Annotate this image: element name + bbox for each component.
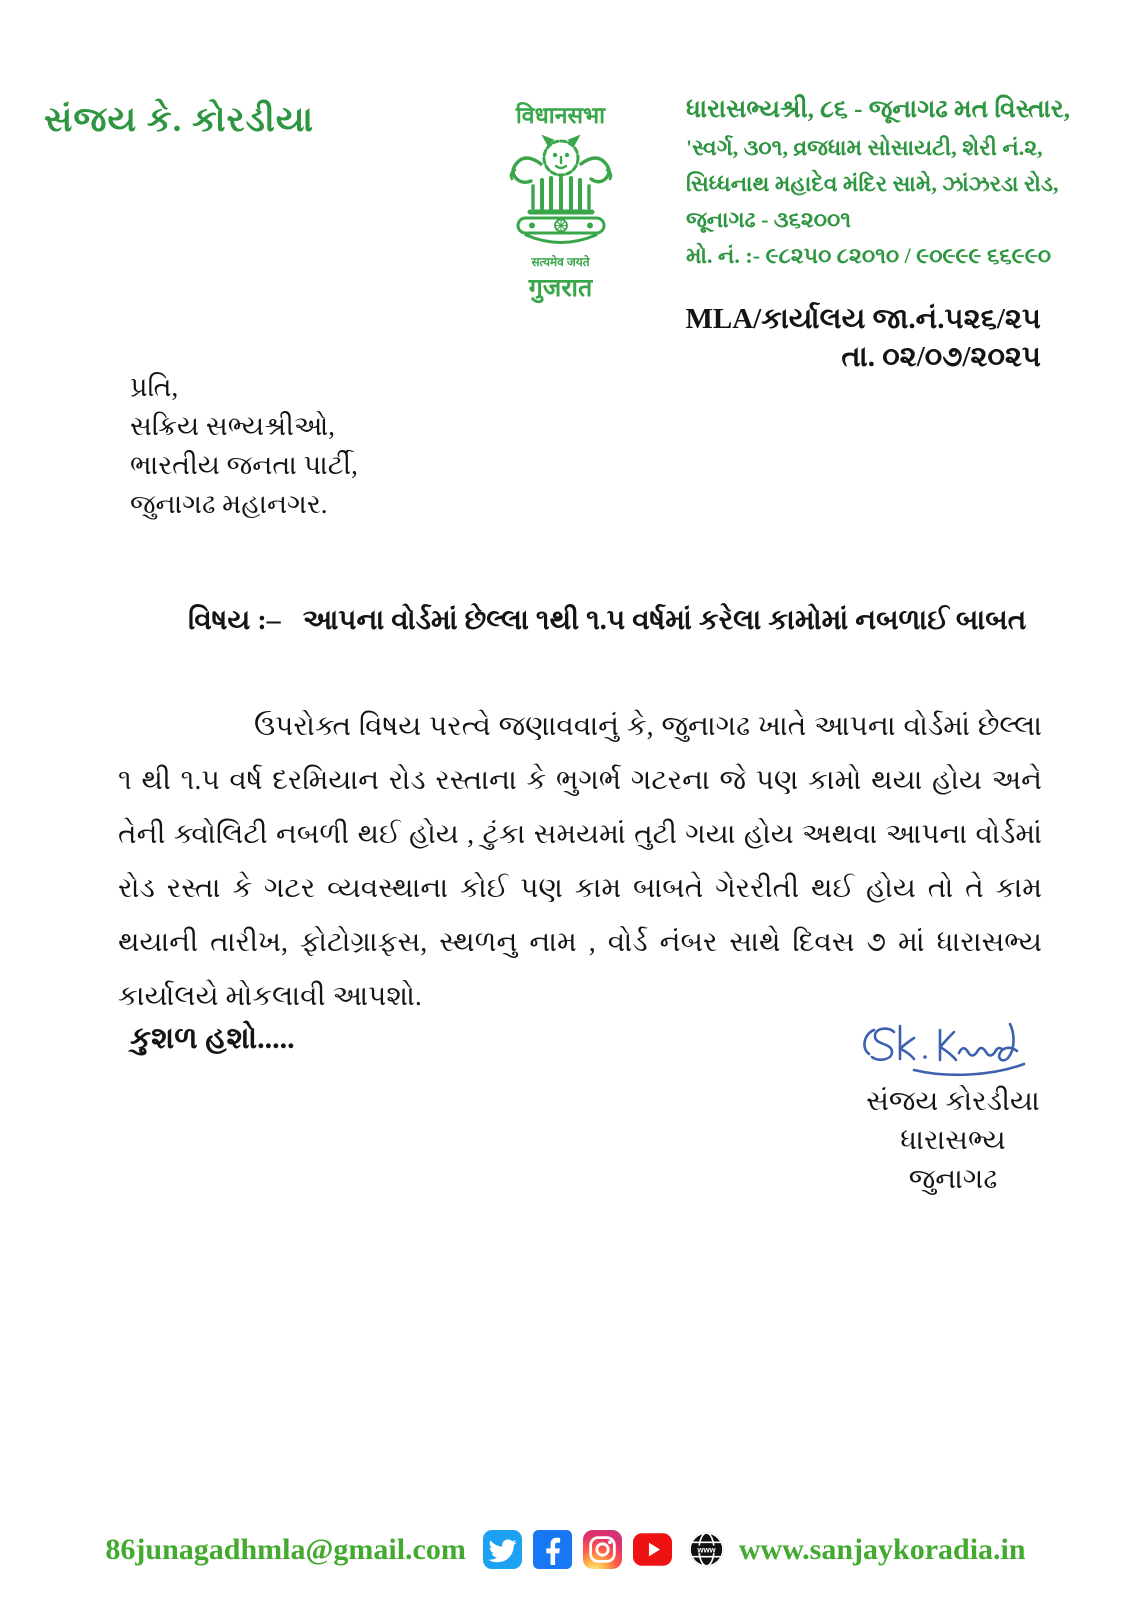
recipient-line: જુનાગઢ મહાનગર. <box>130 489 328 519</box>
reference-block <box>686 300 1041 376</box>
facebook-icon <box>533 1530 572 1569</box>
constituency-address-block <box>686 96 1086 274</box>
twitter-icon <box>483 1530 522 1569</box>
recipient-block <box>130 368 358 524</box>
recipient-line: પ્રતિ, <box>130 372 179 402</box>
subject-line <box>188 605 1048 637</box>
vidhansabha-emblem <box>468 98 653 304</box>
address-line: સિધ્ધનાથ મહાદેવ મંદિર સામે, ઝાંઝરડા રોડ, <box>686 171 1059 196</box>
letter-date: તા. ૦૨/૦૭/૨૦૨૫ <box>841 341 1041 373</box>
signer-name: સંજય કોરડીયા <box>866 1086 1040 1117</box>
footer <box>0 1530 1131 1569</box>
svg-text:www: www <box>697 1545 716 1555</box>
emblem-top-text: विधानसभा <box>515 103 606 128</box>
instagram-icon <box>583 1530 622 1569</box>
mla-name: સંજય કે. કોરડીયા <box>44 100 315 139</box>
constituency-title: ધારાસભ્યશ્રી, ૮૬ - જૂનાગઢ મત વિસ્તાર, <box>686 96 1070 123</box>
signature-handwriting <box>852 1012 1037 1089</box>
recipient-line: ભારતીય જનતા પાર્ટી, <box>130 450 358 480</box>
subject-label: વિષય :– <box>188 605 281 636</box>
signer-place: જુનાગઢ <box>908 1164 998 1195</box>
email-address: 86junagadhmla@gmail.com <box>105 1532 466 1566</box>
letter-body: ઉપરોક્ત વિષય પરત્વે જણાવવાનું કે, જુનાગઢ ખાતે આપના વોર્ડમાં છેલ્લા ૧ થી ૧.૫ વર્ષ દરમિયાન રોડ રસ્તાના કે ભુગર્ભ ગટરના જે પણ કામો થયા હોય અને તેની ક્વોલિટી નબળી થઈ હોય , ટુંકા સમયમાં તુટી ગયા હોય અથવા આપના વોર્ડમાં રોડ રસ્તા કે ગટર વ્યવસ્થાના કોઈ પણ કામ બાબતે ગેરરીતી થઈ હોય તો તે કામ થયાની તારીખ, ફોટોગ્રાફસ, સ્થળનુ નામ , વોર્ડ નંબર સાથે દિવસ ૭ માં ધારાસભ્ય કાર્યાલયે મોકલાવી આપશો. <box>118 711 1042 1012</box>
subject-text: આપના વોર્ડમાં છેલ્લા ૧થી ૧.૫ વર્ષમાં કરેલા કામોમાં નબળાઈ બાબત <box>302 605 1027 636</box>
emblem-motto: सत्यमेव जयते <box>531 255 590 269</box>
ashoka-lion-capital-icon <box>486 130 636 252</box>
mobile-numbers: મો. નં. :- ૯૮૨૫૦ ૮૨૦૧૦ / ૯૦૯૯૯ ૬૬૯૯૦ <box>686 243 1051 268</box>
emblem-state-name: गुजरात <box>528 275 593 302</box>
signer-title: ધારાસભ્ય <box>900 1125 1006 1156</box>
recipient-line: સક્રિય સભ્યશ્રીઓ, <box>130 411 335 441</box>
website-url: www.sanjaykoradia.in <box>738 1532 1026 1566</box>
globe-www-icon <box>687 1530 726 1569</box>
address-line: 'સ્વર્ગ, ૩૦૧, વ્રજધામ સોસાયટી, શેરી નં.૨, <box>686 135 1043 160</box>
signer-block <box>843 1082 1063 1199</box>
closing-salutation: કુશળ હશો..... <box>130 1022 295 1055</box>
reference-number: MLA/કાર્યાલય જા.નં.૫૨૬/૨૫ <box>685 303 1041 335</box>
address-line: જૂનાગઢ - ૩૬૨૦૦૧ <box>686 207 852 232</box>
youtube-icon <box>633 1530 672 1569</box>
